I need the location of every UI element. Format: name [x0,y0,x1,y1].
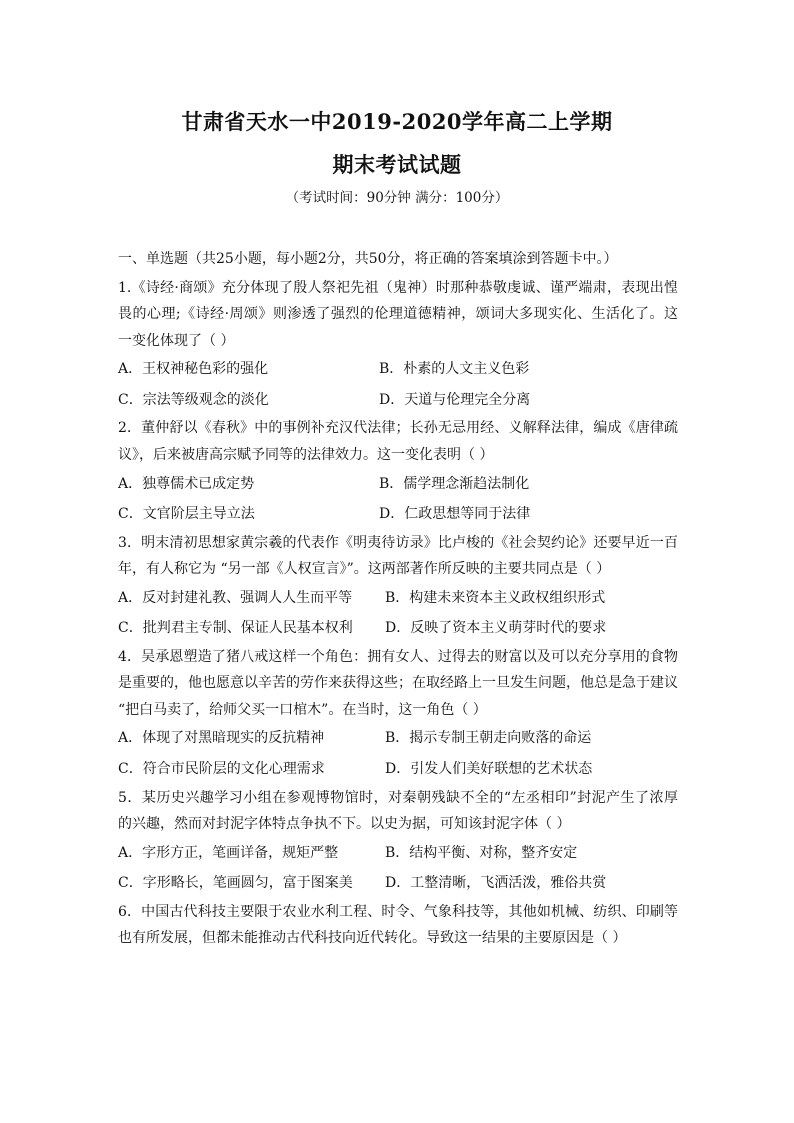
question-6 [118,899,678,952]
option-d: D．仁政思想等同于法律 [379,506,531,523]
option-b: B．儒学理念渐趋法制化 [379,475,530,492]
question-text-line: 畏的心理;《诗经·周颂》则渗透了强烈的伦理道德精神，颂词大多现实化、生活化了。这 [118,306,678,323]
question-text-line: 年，有人称它为 “另一部《人权宣言》”。这两部著作所反映的主要共同点是（ ） [118,561,611,578]
question-1 [118,275,678,416]
question-3 [118,530,678,644]
option-row [118,868,678,899]
question-text-line: 5．某历史兴趣学习小组在参观博物馆时，对秦朝残缺不全的“左丞相印”封泥产生了浓厚 [118,789,678,806]
option-row [118,724,678,755]
question-text-line: 也有所发展，但都未能推动古代科技向近代转化。导致这一结果的主要原因是（ ） [118,930,627,947]
option-row [118,499,678,530]
option-b: B．朴素的人文主义色彩 [379,361,530,378]
option-row [118,354,678,385]
question-text-line: “把白马卖了，给师父买一口棺木”。在当时，这一角色（ ） [118,701,487,718]
section-heading: 一、单选题（共25小题，每小题2分，共50分，将正确的答案填涂到答题卡中。） [118,251,618,267]
option-c: C．文官阶层主导立法 [118,506,255,523]
option-row [118,754,678,785]
option-d: D．工整清晰，飞洒活泼，雅俗共赏 [385,875,607,892]
question-2 [118,415,678,529]
question-text-line: 4．吴承恩塑造了猪八戒这样一个角色：拥有女人、过得去的财富以及可以充分享用的食物 [118,648,678,665]
option-row [118,838,678,869]
option-d: D．引发人们美好联想的艺术状态 [385,760,593,777]
option-row [118,583,678,614]
question-4 [118,644,678,785]
question-5 [118,785,678,899]
question-text-line: 一变化体现了（ ） [118,332,235,349]
question-text-line: 议》，后来被唐高宗赋予同等的法律效力。这一变化表明（ ） [118,446,494,463]
option-c: C．宗法等级观念的淡化 [118,391,269,408]
option-b: B．构建未来资本主义政权组织形式 [385,589,606,606]
option-row [118,385,678,416]
option-row [118,469,678,500]
exam-title-line2: 期末考试试题 [332,152,462,177]
option-row [118,613,678,644]
exam-content [118,246,678,952]
option-a: A．反对封建礼教、强调人人生而平等 [118,589,353,606]
question-text-line: 1.《诗经·商颂》充分体现了殷人祭祀先祖（鬼神）时那种恭敬虔诚、谨严端肃，表现出惶 [118,279,678,296]
option-b: B．揭示专制王朝走向败落的命运 [385,730,592,747]
option-a: A．王权神秘色彩的强化 [118,361,269,378]
option-a: A．体现了对黑暗现实的反抗精神 [118,730,325,747]
question-text-line: 的兴趣，然而对封泥字体特点争执不下。以史为据，可知该封泥字体（ ） [118,816,571,833]
question-text-line: 2．董仲舒以《春秋》中的事例补充汉代法律；长孙无忌用经、义解释法律，编成《唐律疏 [118,420,678,437]
option-c: C．批判君主专制、保证人民基本权利 [118,620,353,637]
option-a: A．独尊儒术已成定势 [118,475,255,492]
option-d: D．反映了资本主义萌芽时代的要求 [385,620,607,637]
option-c: C．符合市民阶层的文化心理需求 [118,760,325,777]
exam-title-line1: 甘肃省天水一中2019-2020学年高二上学期 [181,109,613,134]
exam-info: （考试时间：90分钟 满分：100分） [285,190,509,206]
option-c: C．字形略长，笔画圆匀，富于图案美 [118,875,353,892]
option-b: B．结构平衡、对称，整齐安定 [385,844,578,861]
question-text-line: 是重要的，他也愿意以辛苦的劳作来获得这些；在取经路上一旦发生问题，他总是急于建议 [118,675,678,692]
question-text-line: 3．明末清初思想家黄宗羲的代表作《明夷待访录》比卢梭的《社会契约论》还要早近一百 [118,534,678,551]
question-text-line: 6．中国古代科技主要限于农业水利工程、时令、气象科技等，其他如机械、纺织、印刷等 [118,903,678,920]
option-a: A．字形方正，笔画详备，规矩严整 [118,844,339,861]
option-d: D．天道与伦理完全分离 [379,391,531,408]
